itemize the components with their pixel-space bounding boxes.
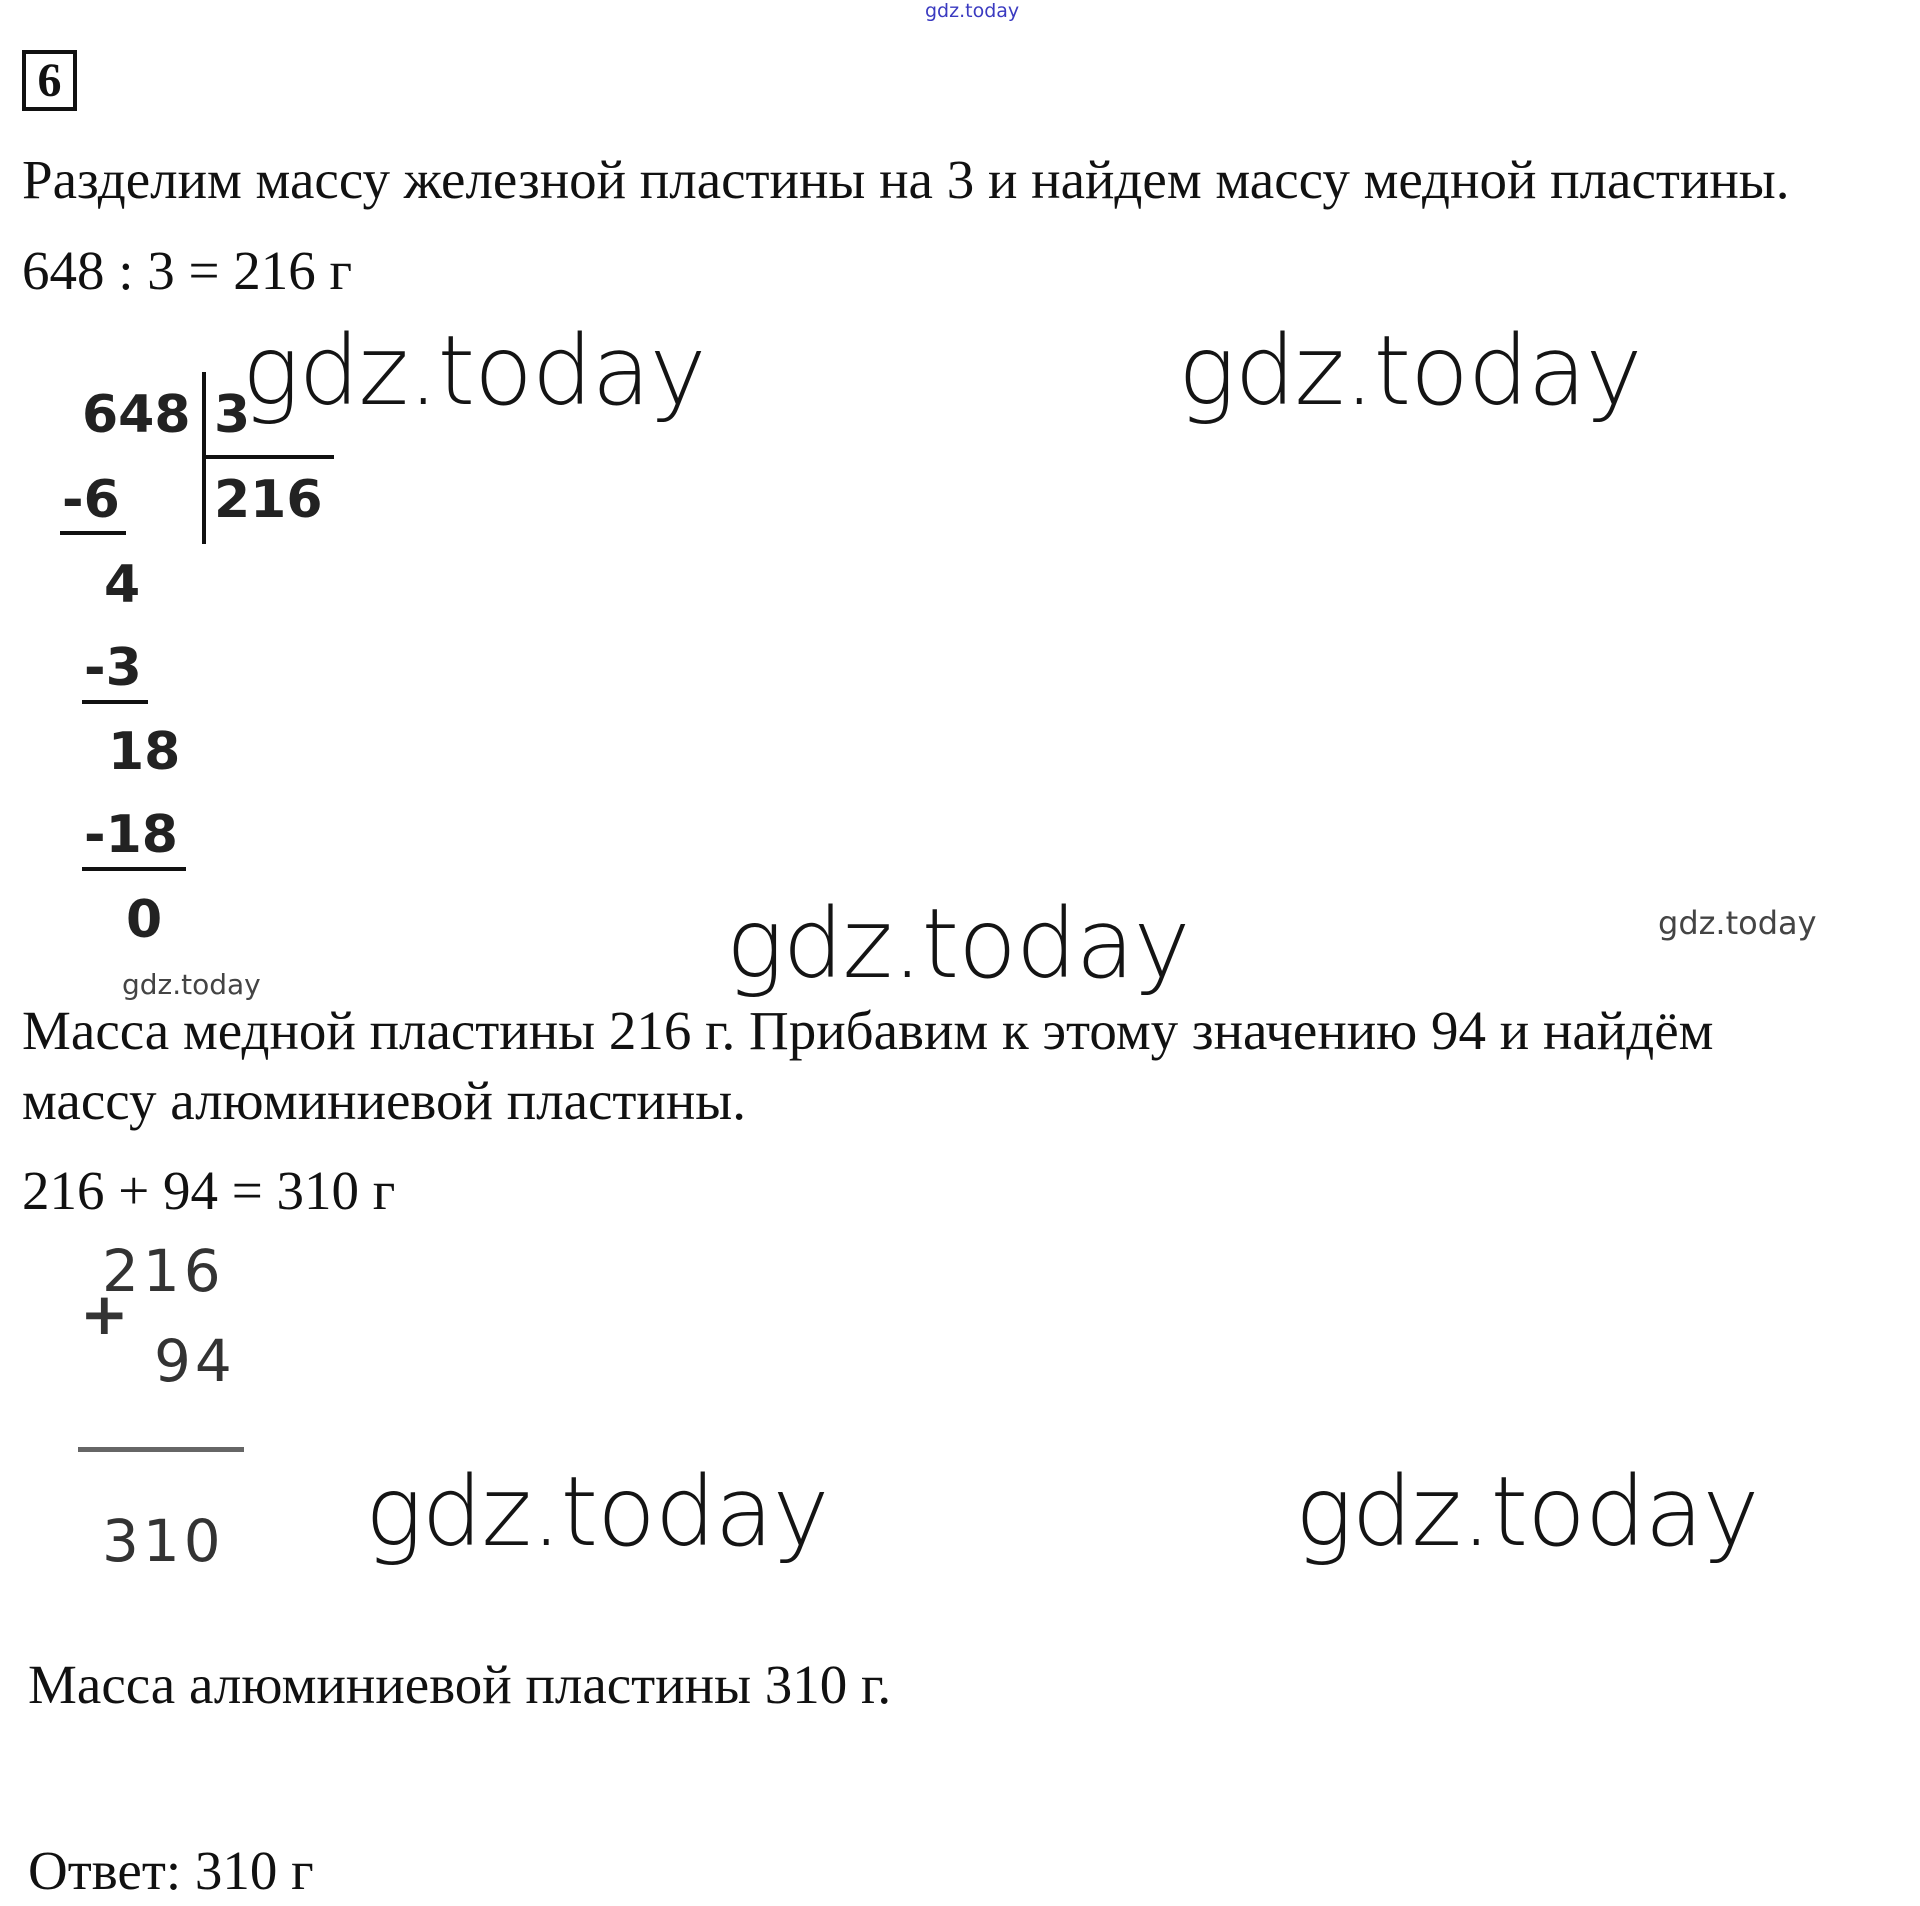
paragraph-2-line-2: массу алюминиевой пластины. [22,1070,746,1131]
division-step-2: 4 [104,555,141,615]
division-quotient: 216 [214,470,323,530]
addition-operand-2: 94 [154,1327,236,1395]
division-step-5-underline [82,867,186,871]
watermark-5: gdz.today [122,968,261,1001]
watermark-top: gdz.today [925,0,1020,22]
addition-result: 310 [102,1507,225,1575]
division-step-1-underline [60,531,126,535]
division-step-3: -3 [84,638,142,698]
division-step-4: 18 [108,722,181,782]
task-number: 6 [22,50,77,111]
division-step-6: 0 [126,890,163,950]
answer: Ответ: 310 г [28,1840,314,1901]
watermark-3: gdz.today [726,888,1190,1000]
division-horizontal-line [204,455,334,459]
division-dividend: 648 [82,385,191,445]
conclusion: Масса алюминиевой пластины 310 г. [28,1654,892,1715]
watermark-6: gdz.today [365,1456,829,1568]
addition-operand-1: 216 [102,1237,225,1305]
equation-2: 216 + 94 = 310 г [22,1160,396,1221]
paragraph-2-line-1: Масса медной пластины 216 г. Прибавим к этому значению 94 и найдём [22,1000,1714,1061]
paragraph-1: Разделим массу железной пластины на 3 и найдем массу медной пластины. [22,149,1790,210]
division-divisor: 3 [214,385,251,445]
division-step-5: -18 [84,805,178,865]
division-step-1: -6 [62,470,120,530]
division-step-3-underline [82,700,148,704]
watermark-4: gdz.today [1658,904,1817,942]
watermark-2: gdz.today [1178,315,1642,427]
addition-result-line [78,1447,244,1452]
watermark-7: gdz.today [1295,1456,1759,1568]
watermark-1: gdz.today [242,315,706,427]
equation-1: 648 : 3 = 216 г [22,240,353,301]
addition-plus-sign: + [80,1280,133,1348]
